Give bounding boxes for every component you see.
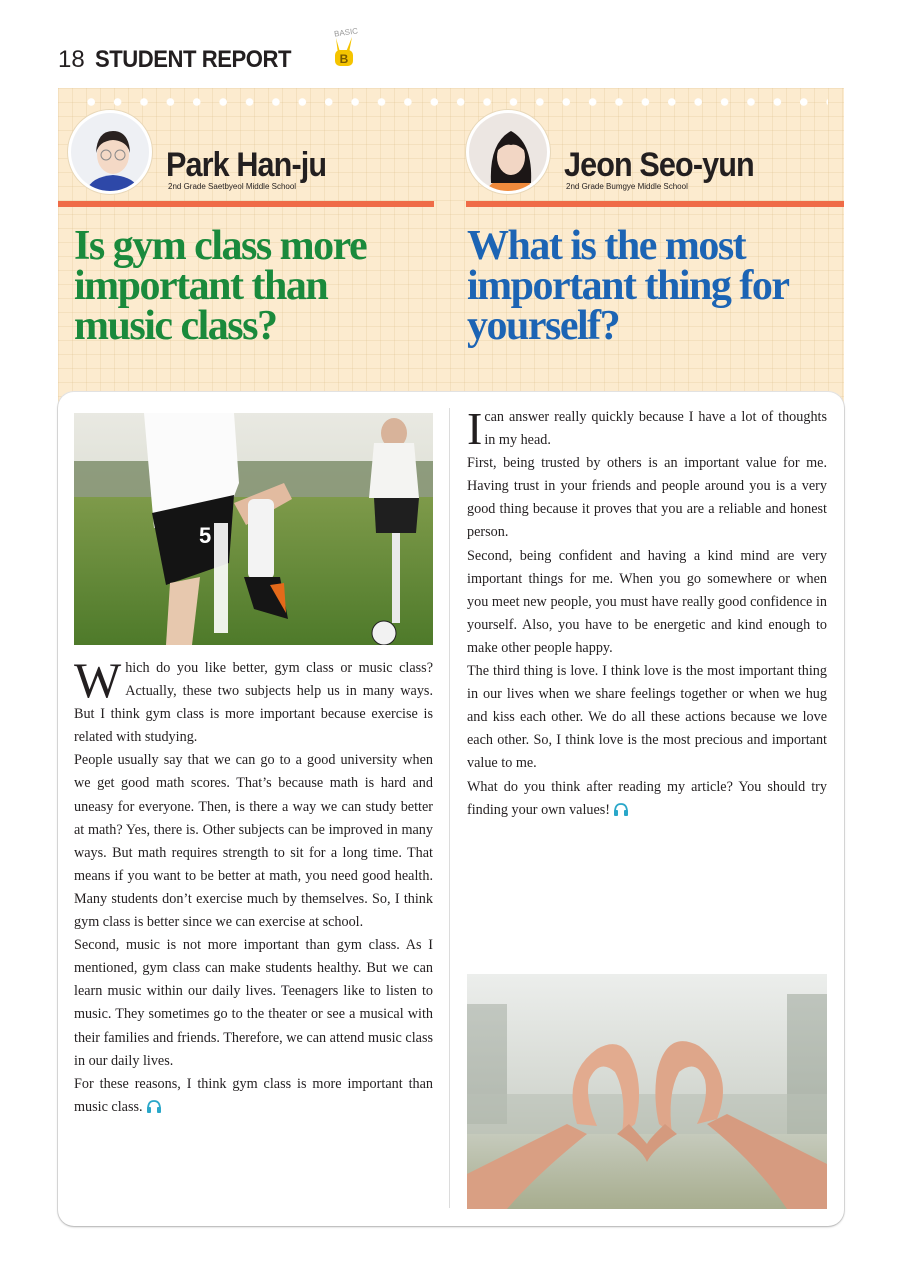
right-author (466, 110, 842, 210)
page-number: 18 (58, 46, 85, 73)
section-title: STUDENT REPORT (94, 46, 291, 73)
article-paragraph (74, 652, 433, 749)
author-name: Park Han-ju (166, 146, 327, 184)
avatar-jeon-seo-yun (466, 110, 550, 194)
author-rule (58, 201, 434, 207)
article-paragraph: People usually say that we can go to a good university when we get good math scores. That’s because math is hard and uneasy for everyone. Then, is there a way we can study better at math? Yes, there is. Other subjects can be improved in many ways. But math requires strength to sit for a long time. That means if you want to be better at math, you need good health. Many students don’t exercise much by themselves. So, I think gym class is better since we can exercise at school. (74, 752, 433, 931)
drop-cap: I (467, 403, 483, 454)
paragraph-text: hich do you like better, gym class or music class? Actually, these two subjects help us in many ways. But I think gym class is more important because exercise is related with studying. (74, 660, 433, 746)
heart-hands-photo (467, 974, 827, 1209)
level-letter: B (339, 52, 349, 66)
title-panel (58, 88, 844, 408)
article-paragraph (467, 776, 827, 822)
drop-cap: W (74, 652, 122, 708)
article-paragraph (467, 403, 827, 454)
headphones-icon (613, 802, 629, 816)
level-label: BASIC (333, 26, 359, 39)
heart-hands-illustration (467, 974, 827, 1209)
student-portrait-icon (71, 113, 152, 194)
student-portrait-icon (469, 113, 550, 194)
left-headline: Is gym class more important than music class? (74, 223, 367, 349)
soccer-photo-illustration (74, 413, 433, 645)
paragraph-text: For these reasons, I think gym class is more important than music class. (74, 1075, 433, 1115)
headphones-icon (146, 1099, 162, 1113)
author-name: Jeon Seo-yun (564, 146, 754, 184)
level-badge (326, 28, 366, 74)
right-headline: What is the most important thing for yourself? (467, 223, 788, 349)
column-divider (449, 408, 450, 1208)
left-article (74, 652, 433, 1119)
article-paragraph: The third thing is love. I think love is the most important thing in our lives when we share feelings together or when we hug and kiss each other. We do all these actions because we love each other. So, I think love is the most precious and important value to me. (467, 663, 827, 772)
author-school: 2nd Grade Bumgye Middle School (566, 182, 688, 191)
right-article (467, 403, 827, 822)
author-rule (466, 201, 844, 207)
paragraph-text: What do you think after reading my article? You should try finding your own values! (467, 778, 827, 818)
article-paragraph: Second, being confident and having a kind mind are very important things for me. When you go somewhere or when you meet new people, you must have really good confidence in yourself. Also, you have to be energetic and kind enough to make other people happy. (467, 547, 827, 656)
article-paragraph: First, being trusted by others is an important value for me. Having trust in your friends and people around you is a very good thing because it proves that you are a reliable and honest person. (467, 455, 827, 541)
avatar-park-han-ju (68, 110, 152, 194)
paragraph-text: can answer really quickly because I have a lot of thoughts in my head. (484, 409, 827, 449)
article-paragraph: Second, music is not more important than gym class. As I mentioned, gym class can make students healthy. But we can learn music within our daily lives. Teenagers like to listen to music. They sometimes go to the theater or see a musical with their families and friends. Therefore, we can attend music class in our daily lives. (74, 937, 433, 1069)
left-author (68, 110, 434, 210)
article-card (58, 392, 844, 1226)
article-paragraph (74, 1073, 433, 1119)
perforation-strip (78, 97, 828, 107)
victory-hand-icon (330, 36, 360, 68)
page-header (58, 26, 359, 78)
soccer-stretch-photo (74, 413, 433, 645)
author-school: 2nd Grade Saetbyeol Middle School (168, 182, 297, 191)
svg-text:5: 5 (199, 523, 212, 548)
